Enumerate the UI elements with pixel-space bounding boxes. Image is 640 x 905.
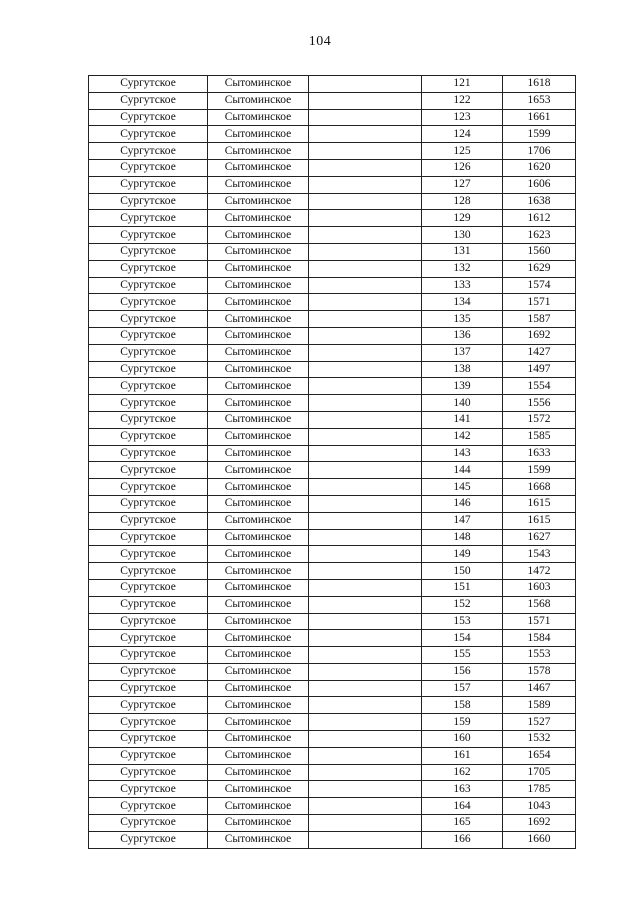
depth-cell: 1578 <box>503 663 576 680</box>
well-number-cell: 128 <box>422 193 503 210</box>
well-table-container <box>88 75 570 849</box>
depth-cell: 1571 <box>503 294 576 311</box>
blank-cell <box>309 109 422 126</box>
field-name-cell: Сургутское <box>89 596 208 613</box>
field-name-cell: Сургутское <box>89 815 208 832</box>
page-number: 104 <box>308 34 332 49</box>
well-number-cell: 146 <box>422 495 503 512</box>
well-number-cell: 142 <box>422 428 503 445</box>
depth-cell: 1633 <box>503 445 576 462</box>
well-number-cell: 164 <box>422 798 503 815</box>
field-name-cell: Сургутское <box>89 428 208 445</box>
field-name-cell: Сургутское <box>89 479 208 496</box>
depth-cell: 1623 <box>503 227 576 244</box>
depth-cell: 1612 <box>503 210 576 227</box>
depth-cell: 1584 <box>503 630 576 647</box>
field-name-cell: Сургутское <box>89 764 208 781</box>
area-name-cell: Сытоминское <box>208 462 309 479</box>
well-number-cell: 153 <box>422 613 503 630</box>
blank-cell <box>309 327 422 344</box>
well-number-cell: 125 <box>422 143 503 160</box>
well-number-cell: 165 <box>422 815 503 832</box>
area-name-cell: Сытоминское <box>208 159 309 176</box>
area-name-cell: Сытоминское <box>208 428 309 445</box>
depth-cell: 1653 <box>503 92 576 109</box>
blank-cell <box>309 731 422 748</box>
area-name-cell: Сытоминское <box>208 512 309 529</box>
well-number-cell: 135 <box>422 311 503 328</box>
blank-cell <box>309 630 422 647</box>
field-name-cell: Сургутское <box>89 798 208 815</box>
area-name-cell: Сытоминское <box>208 579 309 596</box>
area-name-cell: Сытоминское <box>208 445 309 462</box>
table-row <box>89 311 576 328</box>
area-name-cell: Сытоминское <box>208 495 309 512</box>
blank-cell <box>309 697 422 714</box>
field-name-cell: Сургутское <box>89 445 208 462</box>
field-name-cell: Сургутское <box>89 613 208 630</box>
blank-cell <box>309 647 422 664</box>
depth-cell: 1585 <box>503 428 576 445</box>
blank-cell <box>309 395 422 412</box>
table-row <box>89 344 576 361</box>
depth-cell: 1427 <box>503 344 576 361</box>
blank-cell <box>309 596 422 613</box>
blank-cell <box>309 831 422 848</box>
blank-cell <box>309 126 422 143</box>
depth-cell: 1568 <box>503 596 576 613</box>
well-table-body <box>89 76 576 849</box>
area-name-cell: Сытоминское <box>208 210 309 227</box>
depth-cell: 1574 <box>503 277 576 294</box>
well-number-cell: 162 <box>422 764 503 781</box>
well-number-cell: 151 <box>422 579 503 596</box>
blank-cell <box>309 210 422 227</box>
field-name-cell: Сургутское <box>89 327 208 344</box>
field-name-cell: Сургутское <box>89 361 208 378</box>
blank-cell <box>309 563 422 580</box>
table-row <box>89 697 576 714</box>
table-row <box>89 294 576 311</box>
depth-cell: 1692 <box>503 327 576 344</box>
area-name-cell: Сытоминское <box>208 76 309 93</box>
depth-cell: 1554 <box>503 378 576 395</box>
field-name-cell: Сургутское <box>89 647 208 664</box>
field-name-cell: Сургутское <box>89 462 208 479</box>
table-row <box>89 92 576 109</box>
table-row <box>89 714 576 731</box>
area-name-cell: Сытоминское <box>208 227 309 244</box>
field-name-cell: Сургутское <box>89 176 208 193</box>
well-number-cell: 124 <box>422 126 503 143</box>
table-row <box>89 243 576 260</box>
blank-cell <box>309 445 422 462</box>
depth-cell: 1692 <box>503 815 576 832</box>
table-row <box>89 462 576 479</box>
blank-cell <box>309 227 422 244</box>
area-name-cell: Сытоминское <box>208 109 309 126</box>
blank-cell <box>309 260 422 277</box>
field-name-cell: Сургутское <box>89 277 208 294</box>
depth-cell: 1627 <box>503 529 576 546</box>
blank-cell <box>309 462 422 479</box>
field-name-cell: Сургутское <box>89 697 208 714</box>
depth-cell: 1603 <box>503 579 576 596</box>
table-row <box>89 747 576 764</box>
well-number-cell: 133 <box>422 277 503 294</box>
area-name-cell: Сытоминское <box>208 663 309 680</box>
depth-cell: 1532 <box>503 731 576 748</box>
blank-cell <box>309 529 422 546</box>
field-name-cell: Сургутское <box>89 630 208 647</box>
field-name-cell: Сургутское <box>89 344 208 361</box>
well-number-cell: 149 <box>422 546 503 563</box>
depth-cell: 1606 <box>503 176 576 193</box>
table-row <box>89 781 576 798</box>
well-number-cell: 137 <box>422 344 503 361</box>
depth-cell: 1527 <box>503 714 576 731</box>
well-number-cell: 150 <box>422 563 503 580</box>
well-number-cell: 141 <box>422 411 503 428</box>
blank-cell <box>309 143 422 160</box>
table-row <box>89 109 576 126</box>
depth-cell: 1467 <box>503 680 576 697</box>
area-name-cell: Сытоминское <box>208 798 309 815</box>
table-row <box>89 260 576 277</box>
area-name-cell: Сытоминское <box>208 411 309 428</box>
depth-cell: 1599 <box>503 462 576 479</box>
blank-cell <box>309 92 422 109</box>
table-row <box>89 176 576 193</box>
field-name-cell: Сургутское <box>89 260 208 277</box>
table-row <box>89 647 576 664</box>
blank-cell <box>309 361 422 378</box>
well-number-cell: 123 <box>422 109 503 126</box>
area-name-cell: Сытоминское <box>208 243 309 260</box>
table-row <box>89 596 576 613</box>
field-name-cell: Сургутское <box>89 126 208 143</box>
blank-cell <box>309 680 422 697</box>
table-row <box>89 143 576 160</box>
blank-cell <box>309 243 422 260</box>
table-row <box>89 613 576 630</box>
table-row <box>89 277 576 294</box>
blank-cell <box>309 579 422 596</box>
field-name-cell: Сургутское <box>89 311 208 328</box>
well-number-cell: 126 <box>422 159 503 176</box>
well-number-cell: 127 <box>422 176 503 193</box>
area-name-cell: Сытоминское <box>208 714 309 731</box>
depth-cell: 1497 <box>503 361 576 378</box>
well-number-cell: 159 <box>422 714 503 731</box>
area-name-cell: Сытоминское <box>208 479 309 496</box>
depth-cell: 1043 <box>503 798 576 815</box>
field-name-cell: Сургутское <box>89 76 208 93</box>
table-row <box>89 76 576 93</box>
well-number-cell: 157 <box>422 680 503 697</box>
well-number-cell: 156 <box>422 663 503 680</box>
table-row <box>89 546 576 563</box>
well-number-cell: 160 <box>422 731 503 748</box>
well-number-cell: 143 <box>422 445 503 462</box>
blank-cell <box>309 495 422 512</box>
field-name-cell: Сургутское <box>89 512 208 529</box>
table-row <box>89 579 576 596</box>
table-row <box>89 193 576 210</box>
table-row <box>89 764 576 781</box>
depth-cell: 1553 <box>503 647 576 664</box>
depth-cell: 1785 <box>503 781 576 798</box>
area-name-cell: Сытоминское <box>208 277 309 294</box>
area-name-cell: Сытоминское <box>208 193 309 210</box>
table-row <box>89 327 576 344</box>
blank-cell <box>309 764 422 781</box>
area-name-cell: Сытоминское <box>208 546 309 563</box>
well-number-cell: 130 <box>422 227 503 244</box>
depth-cell: 1543 <box>503 546 576 563</box>
blank-cell <box>309 512 422 529</box>
field-name-cell: Сургутское <box>89 714 208 731</box>
area-name-cell: Сытоминское <box>208 176 309 193</box>
field-name-cell: Сургутское <box>89 529 208 546</box>
blank-cell <box>309 176 422 193</box>
blank-cell <box>309 428 422 445</box>
area-name-cell: Сытоминское <box>208 731 309 748</box>
well-number-cell: 138 <box>422 361 503 378</box>
table-row <box>89 428 576 445</box>
well-number-cell: 122 <box>422 92 503 109</box>
table-row <box>89 411 576 428</box>
table-row <box>89 563 576 580</box>
table-row <box>89 529 576 546</box>
field-name-cell: Сургутское <box>89 579 208 596</box>
blank-cell <box>309 344 422 361</box>
blank-cell <box>309 714 422 731</box>
table-row <box>89 479 576 496</box>
blank-cell <box>309 798 422 815</box>
field-name-cell: Сургутское <box>89 243 208 260</box>
well-number-cell: 148 <box>422 529 503 546</box>
well-number-cell: 163 <box>422 781 503 798</box>
blank-cell <box>309 663 422 680</box>
field-name-cell: Сургутское <box>89 109 208 126</box>
depth-cell: 1615 <box>503 512 576 529</box>
well-number-cell: 131 <box>422 243 503 260</box>
table-row <box>89 798 576 815</box>
blank-cell <box>309 479 422 496</box>
well-number-cell: 136 <box>422 327 503 344</box>
area-name-cell: Сытоминское <box>208 563 309 580</box>
area-name-cell: Сытоминское <box>208 596 309 613</box>
well-number-cell: 144 <box>422 462 503 479</box>
well-number-cell: 139 <box>422 378 503 395</box>
table-row <box>89 210 576 227</box>
blank-cell <box>309 277 422 294</box>
depth-cell: 1705 <box>503 764 576 781</box>
blank-cell <box>309 815 422 832</box>
well-number-cell: 145 <box>422 479 503 496</box>
well-table <box>88 75 576 849</box>
well-number-cell: 121 <box>422 76 503 93</box>
area-name-cell: Сытоминское <box>208 378 309 395</box>
field-name-cell: Сургутское <box>89 395 208 412</box>
blank-cell <box>309 159 422 176</box>
well-number-cell: 152 <box>422 596 503 613</box>
table-row <box>89 445 576 462</box>
field-name-cell: Сургутское <box>89 747 208 764</box>
area-name-cell: Сытоминское <box>208 143 309 160</box>
depth-cell: 1572 <box>503 411 576 428</box>
field-name-cell: Сургутское <box>89 563 208 580</box>
area-name-cell: Сытоминское <box>208 831 309 848</box>
area-name-cell: Сытоминское <box>208 781 309 798</box>
field-name-cell: Сургутское <box>89 92 208 109</box>
well-number-cell: 134 <box>422 294 503 311</box>
well-number-cell: 140 <box>422 395 503 412</box>
blank-cell <box>309 546 422 563</box>
depth-cell: 1638 <box>503 193 576 210</box>
well-number-cell: 154 <box>422 630 503 647</box>
field-name-cell: Сургутское <box>89 495 208 512</box>
area-name-cell: Сытоминское <box>208 395 309 412</box>
area-name-cell: Сытоминское <box>208 311 309 328</box>
table-row <box>89 731 576 748</box>
area-name-cell: Сытоминское <box>208 294 309 311</box>
area-name-cell: Сытоминское <box>208 260 309 277</box>
field-name-cell: Сургутское <box>89 546 208 563</box>
field-name-cell: Сургутское <box>89 294 208 311</box>
field-name-cell: Сургутское <box>89 680 208 697</box>
table-row <box>89 495 576 512</box>
field-name-cell: Сургутское <box>89 411 208 428</box>
table-row <box>89 680 576 697</box>
depth-cell: 1620 <box>503 159 576 176</box>
table-row <box>89 227 576 244</box>
table-row <box>89 512 576 529</box>
table-row <box>89 630 576 647</box>
depth-cell: 1654 <box>503 747 576 764</box>
area-name-cell: Сытоминское <box>208 92 309 109</box>
field-name-cell: Сургутское <box>89 831 208 848</box>
well-number-cell: 129 <box>422 210 503 227</box>
field-name-cell: Сургутское <box>89 193 208 210</box>
blank-cell <box>309 76 422 93</box>
area-name-cell: Сытоминское <box>208 327 309 344</box>
field-name-cell: Сургутское <box>89 159 208 176</box>
area-name-cell: Сытоминское <box>208 815 309 832</box>
depth-cell: 1560 <box>503 243 576 260</box>
depth-cell: 1587 <box>503 311 576 328</box>
area-name-cell: Сытоминское <box>208 697 309 714</box>
depth-cell: 1629 <box>503 260 576 277</box>
area-name-cell: Сытоминское <box>208 529 309 546</box>
well-number-cell: 147 <box>422 512 503 529</box>
blank-cell <box>309 747 422 764</box>
depth-cell: 1615 <box>503 495 576 512</box>
table-row <box>89 361 576 378</box>
table-row <box>89 126 576 143</box>
depth-cell: 1660 <box>503 831 576 848</box>
depth-cell: 1472 <box>503 563 576 580</box>
area-name-cell: Сытоминское <box>208 361 309 378</box>
field-name-cell: Сургутское <box>89 378 208 395</box>
field-name-cell: Сургутское <box>89 227 208 244</box>
blank-cell <box>309 613 422 630</box>
well-number-cell: 166 <box>422 831 503 848</box>
table-row <box>89 395 576 412</box>
blank-cell <box>309 781 422 798</box>
depth-cell: 1556 <box>503 395 576 412</box>
well-number-cell: 155 <box>422 647 503 664</box>
field-name-cell: Сургутское <box>89 663 208 680</box>
depth-cell: 1618 <box>503 76 576 93</box>
table-row <box>89 159 576 176</box>
field-name-cell: Сургутское <box>89 781 208 798</box>
area-name-cell: Сытоминское <box>208 747 309 764</box>
field-name-cell: Сургутское <box>89 143 208 160</box>
depth-cell: 1706 <box>503 143 576 160</box>
area-name-cell: Сытоминское <box>208 647 309 664</box>
area-name-cell: Сытоминское <box>208 630 309 647</box>
depth-cell: 1668 <box>503 479 576 496</box>
table-row <box>89 378 576 395</box>
depth-cell: 1589 <box>503 697 576 714</box>
well-number-cell: 132 <box>422 260 503 277</box>
blank-cell <box>309 411 422 428</box>
area-name-cell: Сытоминское <box>208 680 309 697</box>
blank-cell <box>309 378 422 395</box>
well-number-cell: 161 <box>422 747 503 764</box>
area-name-cell: Сытоминское <box>208 344 309 361</box>
table-row <box>89 831 576 848</box>
depth-cell: 1661 <box>503 109 576 126</box>
area-name-cell: Сытоминское <box>208 613 309 630</box>
blank-cell <box>309 311 422 328</box>
field-name-cell: Сургутское <box>89 731 208 748</box>
blank-cell <box>309 294 422 311</box>
well-number-cell: 158 <box>422 697 503 714</box>
table-row <box>89 663 576 680</box>
depth-cell: 1599 <box>503 126 576 143</box>
field-name-cell: Сургутское <box>89 210 208 227</box>
area-name-cell: Сытоминское <box>208 126 309 143</box>
blank-cell <box>309 193 422 210</box>
depth-cell: 1571 <box>503 613 576 630</box>
area-name-cell: Сытоминское <box>208 764 309 781</box>
table-row <box>89 815 576 832</box>
